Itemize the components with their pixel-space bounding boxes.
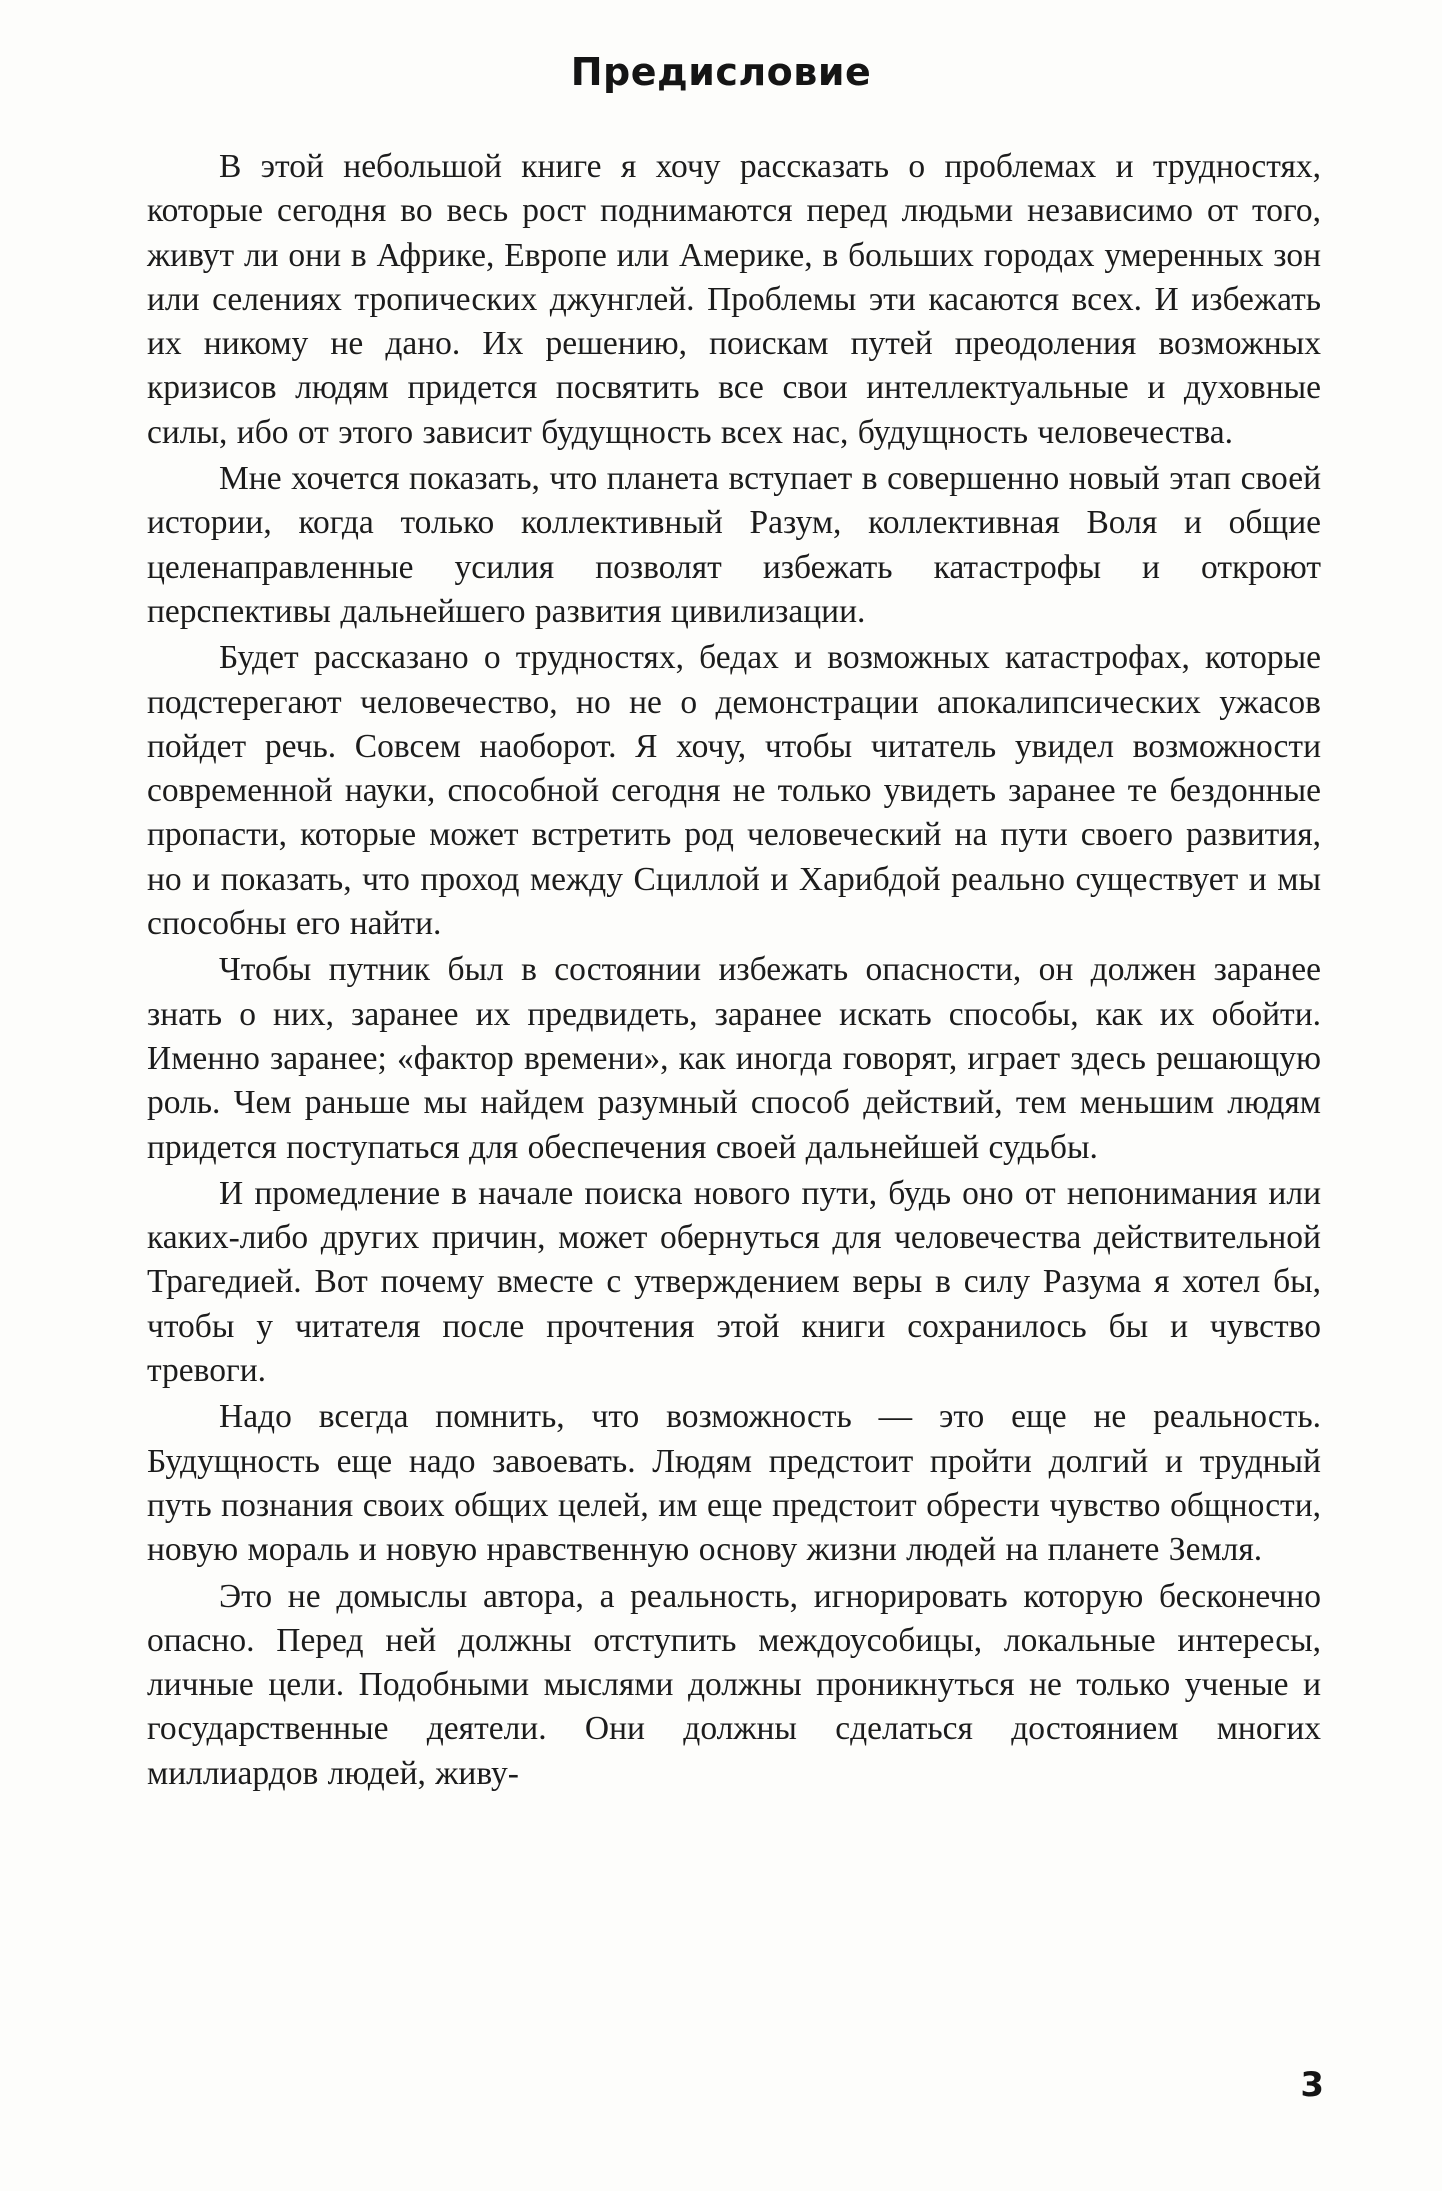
paragraph: Надо всегда помнить, что возможность — это еще не реальность. Будущность еще надо завоевать. Людям предстоит пройти долгий и трудный путь познания своих общих целей, им еще предстоит обрести чувство общности, новую мораль и новую нравственную основу жизни людей на планете Земля. bbox=[147, 1398, 1321, 1569]
page-number: 3 bbox=[1300, 2065, 1324, 2105]
page-title: Предисловие bbox=[570, 50, 872, 94]
paragraph: Будет рассказано о трудностях, бедах и возможных катастрофах, которые подстерегают человечество, но не о демонстрации апокалипсических ужасов пойдет речь. Совсем наоборот. Я хочу, чтобы читатель увидел возможности современной науки, способной сегодня не только увидеть заранее те бездонные пропасти, которые может встретить род человеческий на пути своего развития, но и показать, что проход между Сциллой и Харибдой реально существует и мы способны его найти. bbox=[147, 639, 1321, 943]
body-text bbox=[147, 145, 1321, 1798]
paragraph: В этой небольшой книге я хочу рассказать о проблемах и трудностях, которые сегодня во весь рост поднимаются перед людьми независимо от того, живут ли они в Африке, Европе или Америке, в больших городах умеренных зон или селениях тропических джунглей. Проблемы эти касаются всех. И избежать их никому не дано. Их решению, поискам путей преодоления возможных кризисов людям придется посвятить все свои интеллектуальные и духовные силы, ибо от этого зависит будущность всех нас, будущность человечества. bbox=[147, 148, 1321, 451]
paragraph: И промедление в начале поиска нового пути, будь оно от непонимания или каких-либо других причин, может обернуться для человечества действительной Трагедией. Вот почему вместе с утверждением веры в силу Разума я хотел бы, чтобы у читателя после прочтения этой книги сохранилось бы и чувство тревоги. bbox=[147, 1174, 1321, 1390]
paragraph: Это не домыслы автора, а реальность, игнорировать которую бесконечно опасно. Перед ней должны отступить междоусобицы, локальные интересы, личные цели. Подобными мыслями должны проникнуться не только ученые и государственные деятели. Они должны сделаться достоянием многих миллиардов людей, живу- bbox=[147, 1577, 1321, 1792]
paragraph: Чтобы путник был в состоянии избежать опасности, он должен заранее знать о них, заранее их предвидеть, заранее искать способы, как их обойти. Именно заранее; «фактор времени», как иногда говорят, играет здесь решающую роль. Чем раньше мы найдем разумный способ действий, тем меньшим людям придется поступаться для обеспечения своей дальнейшей судьбы. bbox=[147, 951, 1321, 1166]
paragraph: Мне хочется показать, что планета вступает в совершенно новый этап своей истории, когда только коллективный Разум, коллективная Воля и общие целенаправленные усилия позволят избежать катастрофы и откроют перспективы дальнейшего развития цивилизации. bbox=[147, 460, 1321, 630]
